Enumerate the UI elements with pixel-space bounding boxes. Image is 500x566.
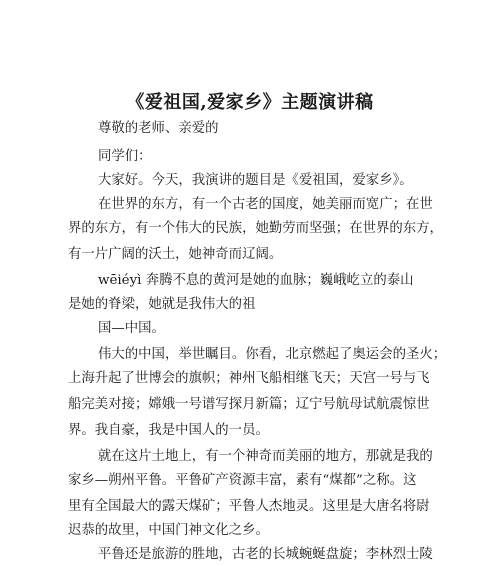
text-line: 国—中国。: [98, 321, 165, 336]
text-line: 界。我自豪，我是中国人的一员。: [68, 423, 269, 438]
text-line: 尊敬的老师、亲爱的: [98, 121, 219, 136]
text-line: 里有全国最大的露天煤矿；平鲁人杰地灵。这里是大唐名将尉: [68, 499, 430, 514]
text-line: 船完美对接；嫦娥一号谱写探月新篇；辽宁号航母试航震惊世: [68, 397, 430, 412]
text-line: 是她的脊梁，她就是我伟大的祖: [68, 297, 256, 312]
text-line: 有一片广阔的沃土，她神奇而辽阔。: [68, 247, 283, 262]
text-line: 就在这片土地上，有一个神奇而美丽的地方，那就是我的: [98, 449, 433, 464]
document-title: 《爱祖国,爱家乡》主题演讲稿: [126, 92, 374, 113]
text-line: 大家好。今天，我演讲的题目是《爱祖国，爱家乡》。: [98, 173, 413, 188]
text-line: 家乡—朔州平鲁。平鲁矿产资源丰富，素有“煤都”之称。这: [68, 473, 417, 488]
text-line: 界的东方，有一个伟大的民族，她勤劳而坚强；在世界的东方，: [68, 221, 443, 236]
text-line: 迟恭的故里，中国门神文化之乡。: [68, 523, 269, 538]
text-line: 同学们：: [98, 149, 152, 164]
text-line: wēiéyì 奔腾不息的黄河是她的血脉；巍峨屹立的泰山: [98, 273, 414, 288]
text-line: 伟大的中国，举世瞩目。你看，北京燃起了奥运会的圣火；: [98, 347, 447, 362]
text-line: 上海升起了世博会的旗帜；神州飞船相继飞天；天宫一号与飞: [68, 371, 430, 386]
text-line: 平鲁还是旅游的胜地，古老的长城蜿蜒盘旋；李林烈士陵: [98, 547, 433, 562]
text-line: 在世界的东方，有一个古老的国度，她美丽而宽广；在世: [98, 197, 433, 212]
